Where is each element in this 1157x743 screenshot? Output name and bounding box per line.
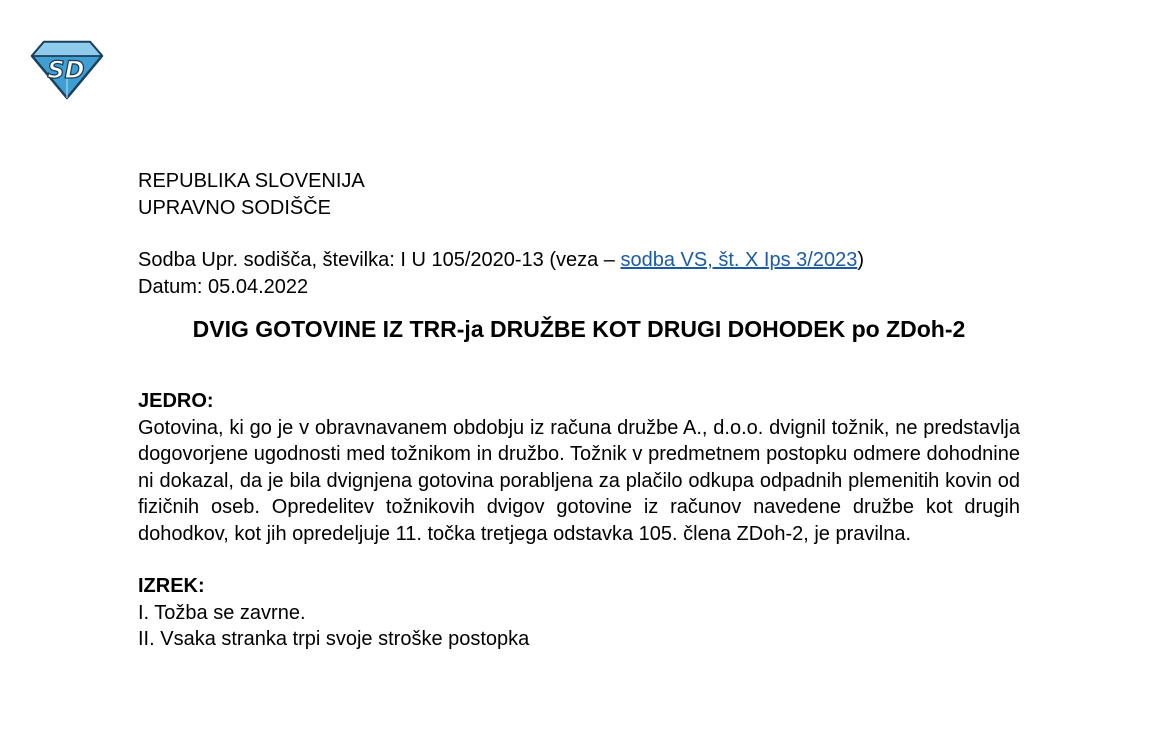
header-republika: REPUBLIKA SLOVENIJA (138, 170, 365, 192)
izrek-heading: IZREK: (138, 575, 205, 597)
document-title: DVIG GOTOVINE IZ TRR-ja DRUŽBE KOT DRUGI DOHODEK po ZDoh-2 (192, 316, 966, 342)
jedro-text: Gotovina, ki go je v obravnavanem obdobju iz računa družbe A., d.o.o. dvignil tožnik, ne predstavlja dogovorjene ugodnosti med tožnikom in družbo. Tožnik v predmetnem postopku odmere dohodnine ni dokazal, da je bila dvignjena gotovina porabljena za plačilo odkupa odpadnih plemenitih kovin od fizičnih oseb. Opredelitev tožnikovih dvigov gotovine iz računov navedene družbe kot drugih dohodkov, kot jih opredeljuje 11. točka tretjega odstavka 105. člena ZDoh-2, je pravilna. (138, 416, 1020, 545)
sd-diamond-logo-icon (30, 40, 104, 100)
case-prefix: Sodba Upr. sodišča, številka: I U 105/2020-13 (veza – (138, 249, 621, 271)
svg-text:SD: SD (47, 56, 85, 84)
header-court: UPRAVNO SODIŠČE (138, 196, 331, 219)
case-date: Datum: 05.04.2022 (138, 275, 309, 298)
izrek-item: I. Tožba se zavrne. (138, 601, 306, 624)
izrek-item: II. Vsaka stranka trpi svoje stroške postopka (138, 628, 530, 650)
case-reference (138, 247, 1020, 274)
case-suffix: ) (857, 249, 864, 271)
document-body (138, 168, 1020, 653)
supreme-court-judgment-link[interactable]: sodba VS, št. X Ips 3/2023 (620, 249, 858, 271)
jedro-heading: JEDRO: (138, 390, 214, 412)
